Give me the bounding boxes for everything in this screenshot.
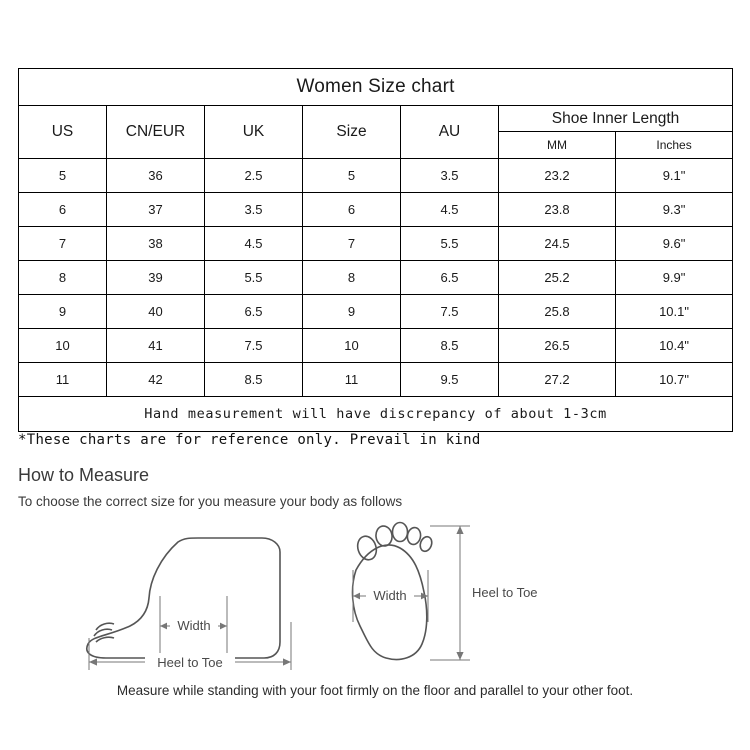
- page-title: Women Size chart: [19, 69, 733, 106]
- table-footer-row: [19, 397, 733, 432]
- top-view-length-label: Heel to Toe: [472, 585, 538, 600]
- table-row: [19, 261, 733, 295]
- cell-us: 11: [19, 363, 107, 397]
- cell-uk: 6.5: [205, 295, 303, 329]
- top-view-length-dimension: [430, 526, 470, 660]
- column-header-us: US: [19, 106, 107, 159]
- cell-size: 8: [303, 261, 401, 295]
- top-view-width-label: Width: [373, 588, 407, 603]
- how-to-measure-subtitle: To choose the correct size for you measure your body as follows: [18, 494, 403, 509]
- cell-uk: 5.5: [205, 261, 303, 295]
- cell-us: 7: [19, 227, 107, 261]
- how-to-measure-title: How to Measure: [18, 465, 150, 485]
- cell-au: 4.5: [401, 193, 499, 227]
- women-size-chart-table: [18, 68, 733, 432]
- table-row: [19, 329, 733, 363]
- cell-mm: 25.8: [499, 295, 616, 329]
- table-title-row: [19, 69, 733, 106]
- cell-us: 10: [19, 329, 107, 363]
- cell-uk: 3.5: [205, 193, 303, 227]
- measurement-diagram: [60, 518, 700, 688]
- side-view-length-label: Heel to Toe: [157, 655, 223, 670]
- cell-cn-eur: 36: [107, 159, 205, 193]
- column-group-header-shoe-inner-length: Shoe Inner Length: [499, 106, 733, 132]
- cell-cn-eur: 40: [107, 295, 205, 329]
- side-view-width-label: Width: [177, 618, 211, 633]
- cell-uk: 4.5: [205, 227, 303, 261]
- column-header-mm: MM: [499, 132, 616, 159]
- column-header-cn-eur: CN/EUR: [107, 106, 205, 159]
- cell-inches: 9.6": [616, 227, 733, 261]
- cell-cn-eur: 41: [107, 329, 205, 363]
- cell-au: 8.5: [401, 329, 499, 363]
- cell-mm: 26.5: [499, 329, 616, 363]
- table-row: [19, 227, 733, 261]
- cell-au: 7.5: [401, 295, 499, 329]
- table-row: [19, 295, 733, 329]
- cell-size: 5: [303, 159, 401, 193]
- cell-cn-eur: 37: [107, 193, 205, 227]
- cell-cn-eur: 39: [107, 261, 205, 295]
- cell-au: 5.5: [401, 227, 499, 261]
- cell-us: 8: [19, 261, 107, 295]
- cell-cn-eur: 38: [107, 227, 205, 261]
- cell-us: 9: [19, 295, 107, 329]
- cell-uk: 2.5: [205, 159, 303, 193]
- cell-cn-eur: 42: [107, 363, 205, 397]
- cell-size: 7: [303, 227, 401, 261]
- cell-uk: 8.5: [205, 363, 303, 397]
- table-header-row: [19, 106, 733, 132]
- cell-uk: 7.5: [205, 329, 303, 363]
- cell-size: 10: [303, 329, 401, 363]
- cell-size: 11: [303, 363, 401, 397]
- cell-mm: 25.2: [499, 261, 616, 295]
- cell-us: 5: [19, 159, 107, 193]
- table-row: [19, 363, 733, 397]
- cell-size: 9: [303, 295, 401, 329]
- table-row: [19, 193, 733, 227]
- cell-au: 3.5: [401, 159, 499, 193]
- column-header-size: Size: [303, 106, 401, 159]
- cell-inches: 9.9": [616, 261, 733, 295]
- hand-measurement-note: Hand measurement will have discrepancy of about 1-3cm: [19, 397, 733, 432]
- cell-mm: 23.8: [499, 193, 616, 227]
- column-header-uk: UK: [205, 106, 303, 159]
- cell-mm: 24.5: [499, 227, 616, 261]
- cell-inches: 10.7": [616, 363, 733, 397]
- column-header-au: AU: [401, 106, 499, 159]
- cell-inches: 9.3": [616, 193, 733, 227]
- cell-mm: 27.2: [499, 363, 616, 397]
- cell-us: 6: [19, 193, 107, 227]
- reference-only-note: *These charts are for reference only. Prevail in kind: [18, 432, 481, 448]
- cell-inches: 10.4": [616, 329, 733, 363]
- cell-inches: 10.1": [616, 295, 733, 329]
- foot-side-view-icon: [87, 538, 280, 658]
- cell-size: 6: [303, 193, 401, 227]
- table-row: [19, 159, 733, 193]
- measure-instruction-note: Measure while standing with your foot firmly on the floor and parallel to your other foot.: [116, 683, 634, 698]
- cell-au: 9.5: [401, 363, 499, 397]
- cell-inches: 9.1": [616, 159, 733, 193]
- cell-au: 6.5: [401, 261, 499, 295]
- size-chart-container: [18, 68, 732, 432]
- column-header-inches: Inches: [616, 132, 733, 159]
- cell-mm: 23.2: [499, 159, 616, 193]
